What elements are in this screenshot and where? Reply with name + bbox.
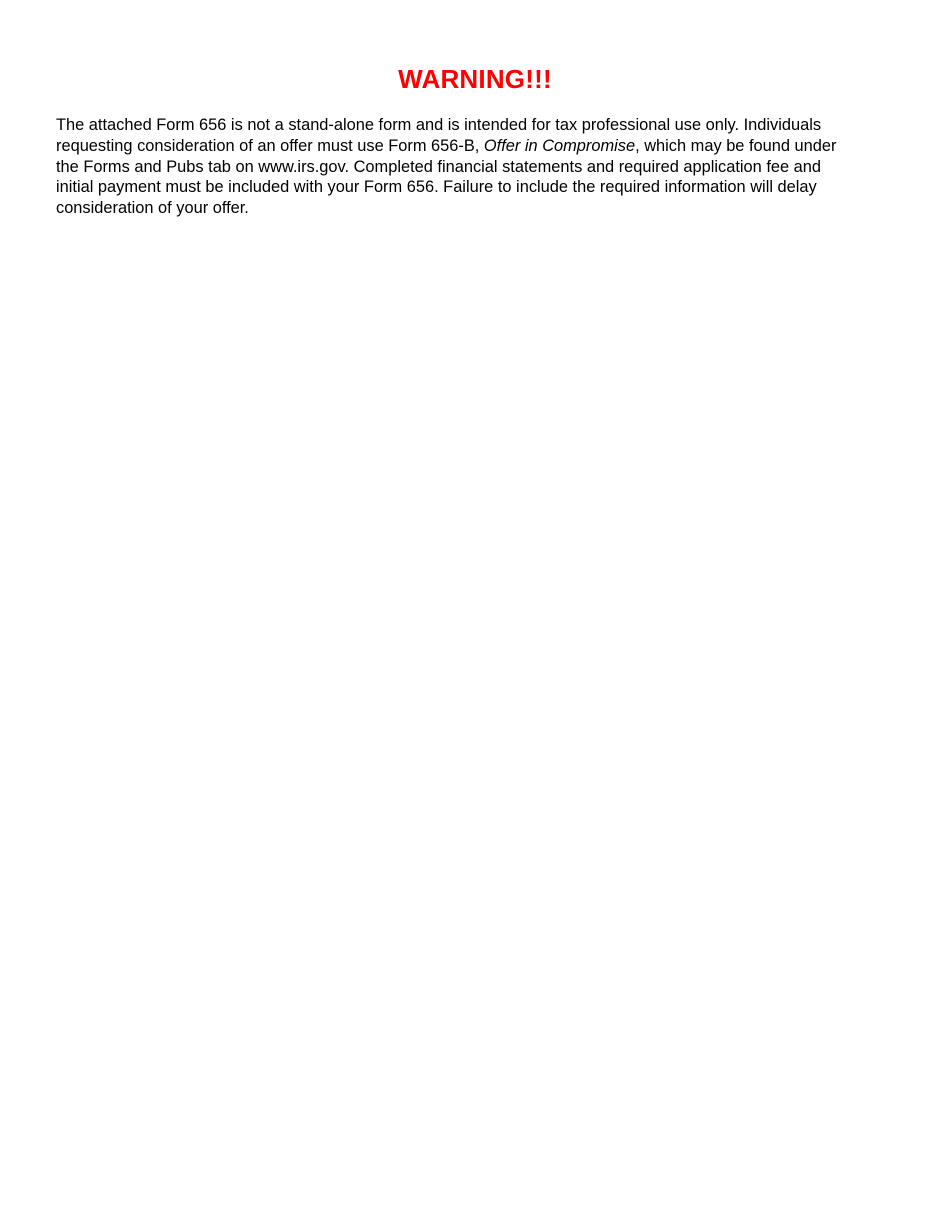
- paragraph-line: [56, 136, 886, 157]
- form-title-italic: Offer in Compromise: [483, 136, 636, 155]
- paragraph-line: initial payment must be included with your Form 656. Failure to include the required information will delay: [56, 178, 817, 197]
- paragraph-text: requesting consideration of an offer must use Form 656-B,: [56, 136, 484, 155]
- warning-heading: WARNING!!!: [398, 64, 552, 94]
- warning-paragraph: [56, 115, 886, 219]
- paragraph-line: consideration of your offer.: [56, 199, 249, 217]
- paragraph-text: , which may be found under: [635, 136, 837, 155]
- paragraph-line: the Forms and Pubs tab on www.irs.gov. Completed financial statements and required application fee and: [56, 157, 822, 176]
- paragraph-line: The attached Form 656 is not a stand-alone form and is intended for tax professional use only. Individuals: [56, 116, 822, 134]
